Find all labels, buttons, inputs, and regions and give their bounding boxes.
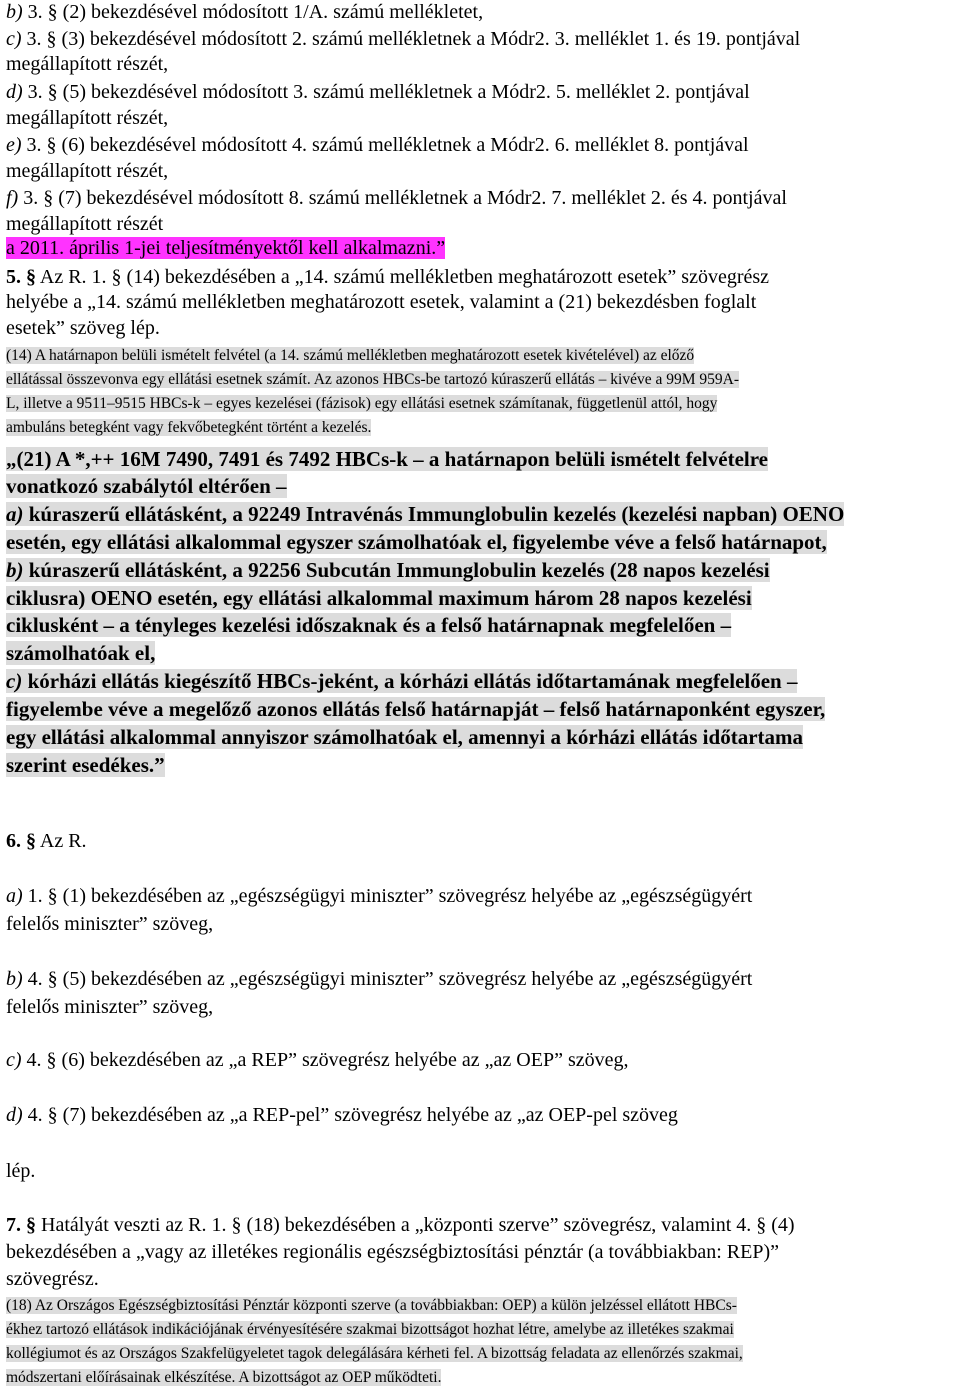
- text-run: kollégiumot és az Országos Szakfelügyeletet tagok delegálására kérheti fel. A bizottság feladata az ellenőrzés szakmai,: [6, 1345, 743, 1362]
- text-line: [6, 290, 756, 314]
- text-run: d): [6, 1104, 23, 1126]
- text-run: 1. § (1) bekezdésében az „egészségügyi miniszter” szövegrész helyébe az „egészségügyért: [22, 885, 753, 907]
- text-run: bekezdésében a „vagy az illetékes regionális egészségbiztosítási pénztár (a továbbiakban: REP)”: [6, 1241, 780, 1263]
- text-line: [6, 473, 287, 499]
- text-line: [6, 612, 731, 638]
- text-run: 7. §: [6, 1214, 36, 1236]
- text-run: figyelembe véve a megelőző azonos ellátás felső határnapját – felső határnaponként egyszer,: [6, 697, 826, 721]
- text-line: [6, 884, 752, 908]
- text-line: [6, 995, 213, 1019]
- text-line: [6, 159, 168, 183]
- text-line: [6, 106, 168, 130]
- text-line: [6, 1048, 628, 1072]
- text-line: [6, 446, 768, 472]
- text-run: b): [6, 968, 23, 990]
- text-line: [6, 1295, 737, 1316]
- text-line: [6, 1159, 35, 1183]
- text-line: [6, 829, 87, 853]
- text-line: [6, 393, 717, 414]
- text-run: b): [6, 558, 24, 582]
- highlight-gray: [6, 725, 803, 749]
- text-run: 3. § (7) bekezdésével módosított 8. számú mellékletnek a Módr2. 7. melléklet 2. és 4. pontjával: [18, 187, 787, 209]
- text-run: (18) Az Országos Egészségbiztosítási Pénztár központi szerve (a továbbiakban: OEP) a külön jelzéssel ellátott HBCs-: [6, 1297, 737, 1314]
- text-line: [6, 1103, 678, 1127]
- text-line: [6, 1267, 99, 1291]
- text-line: [6, 501, 844, 527]
- highlight-gray: [6, 1297, 737, 1314]
- text-line: [6, 186, 787, 210]
- text-line: [6, 1319, 734, 1340]
- text-line: [6, 236, 445, 260]
- text-run: Az R.: [36, 830, 87, 852]
- highlight-gray: [6, 753, 165, 777]
- text-line: [6, 265, 769, 289]
- text-line: [6, 345, 694, 366]
- highlight-gray: [6, 669, 797, 693]
- text-run: megállapított részét,: [6, 160, 169, 182]
- highlight-gray: [6, 347, 694, 364]
- text-run: szerint esedékes.”: [6, 753, 165, 777]
- text-run: 3. § (2) bekezdésével módosított 1/A. számú mellékletet,: [22, 1, 484, 23]
- text-run: 6. §: [6, 830, 36, 852]
- text-line: [6, 529, 827, 555]
- text-run: felelős miniszter” szöveg,: [6, 913, 214, 935]
- text-run: ellátással összevonva egy ellátási esetnek számít. Az azonos HBCs-be tartozó kúraszerű ellátás – kivéve a 99M 959A-: [6, 371, 740, 388]
- text-line: [6, 369, 739, 390]
- text-run: a 2011. április 1-jei teljesítményektől kell alkalmazni.”: [6, 237, 446, 259]
- text-run: „(21) A *,++ 16M 7490, 7491 és 7492 HBCs-k – a határnapon belüli ismételt felvételre: [6, 447, 768, 471]
- text-line: [6, 80, 750, 104]
- text-run: b): [6, 1, 23, 23]
- text-run: 4. § (5) bekezdésében az „egészségügyi miniszter” szövegrész helyébe az „egészségügyért: [22, 968, 753, 990]
- text-line: [6, 640, 155, 666]
- text-run: helyébe a „14. számú mellékletben meghatározott esetek, valamint a (21) bekezdésben foglalt: [6, 291, 757, 313]
- text-run: c): [6, 669, 23, 693]
- text-line: [6, 52, 168, 76]
- highlight-gray: [6, 371, 739, 388]
- text-run: esetek” szöveg lép.: [6, 317, 160, 339]
- text-run: (14) A határnapon belüli ismételt felvétel (a 14. számú mellékletben meghatározott esetek kivételével) az előző: [6, 347, 695, 364]
- text-line: [6, 967, 752, 991]
- text-run: kúraszerű ellátásként, a 92249 Intravénás Immunglobulin kezelés (kezelési napban) OENO: [23, 502, 845, 526]
- text-line: [6, 1343, 743, 1364]
- text-run: c): [6, 28, 22, 50]
- text-run: kórházi ellátás kiegészítő HBCs-jeként, a kórházi ellátás időtartamának megfelelően –: [22, 669, 798, 693]
- text-run: a): [6, 885, 23, 907]
- text-run: 4. § (7) bekezdésében az „a REP-pel” szövegrész helyébe az „az OEP-pel szöveg: [22, 1104, 678, 1126]
- highlight-gray: [6, 419, 371, 436]
- text-run: módszertani előírásainak elkészítése. A bizottságot az OEP működteti.: [6, 1369, 442, 1386]
- text-run: 3. § (6) bekezdésével módosított 4. számú mellékletnek a Módr2. 6. melléklet 8. pontjával: [21, 134, 749, 156]
- text-run: számolhatóak el,: [6, 641, 156, 665]
- text-run: megállapított részét,: [6, 53, 169, 75]
- highlight-gray: [6, 586, 752, 610]
- highlight-gray: [6, 697, 825, 721]
- text-run: f): [6, 187, 19, 209]
- text-run: L, illetve a 9511–9515 HBCs-k – egyes kezelései (fázisok) egy ellátási esetnek számítanak, függetlenül attól, hogy: [6, 395, 718, 412]
- text-run: szövegrész.: [6, 1268, 99, 1290]
- text-line: [6, 316, 160, 340]
- text-line: [6, 417, 371, 438]
- text-run: 3. § (3) bekezdésével módosított 2. számú mellékletnek a Módr2. 3. melléklet 1. és 19. pontjával: [21, 28, 801, 50]
- highlight-gray: [6, 1321, 734, 1338]
- text-line: [6, 1240, 779, 1264]
- text-run: ciklusra) OENO esetén, egy ellátási alkalommal maximum három 28 napos kezelési: [6, 586, 752, 610]
- text-line: [6, 212, 163, 236]
- text-run: c): [6, 1049, 22, 1071]
- text-line: [6, 912, 213, 936]
- highlight-gray: [6, 395, 717, 412]
- text-run: Hatályát veszti az R. 1. § (18) bekezdésében a „központi szerve” szövegrész, valamint 4. § (4): [36, 1214, 795, 1236]
- text-run: kúraszerű ellátásként, a 92256 Subcután Immunglobulin kezelés (28 napos kezelési: [23, 558, 770, 582]
- text-line: [6, 557, 770, 583]
- text-run: ékhez tartozó ellátások indikációjának érvényesítésére szakmai bizottságot hozhat létre, amelybe az illetékes szakmai: [6, 1321, 734, 1338]
- text-run: megállapított részét: [6, 213, 164, 235]
- text-run: megállapított részét,: [6, 107, 169, 129]
- text-run: e): [6, 134, 22, 156]
- text-run: egy ellátási alkalommal annyiszor számolhatóak el, amennyi a kórházi ellátás időtartama: [6, 725, 803, 749]
- highlight-gray: [6, 641, 155, 665]
- text-run: a): [6, 502, 24, 526]
- text-run: 4. § (6) bekezdésében az „a REP” szövegrész helyébe az „az OEP” szöveg,: [21, 1049, 629, 1071]
- text-run: ciklusként – a tényleges kezelési időszaknak és a felső határnapnak megfelelően –: [6, 613, 732, 637]
- text-line: [6, 1213, 795, 1237]
- text-run: Az R. 1. § (14) bekezdésében a „14. számú mellékletben meghatározott esetek” szövegrész: [36, 266, 770, 288]
- highlight-gray: [6, 530, 827, 554]
- highlight-magenta: [6, 237, 445, 259]
- text-line: [6, 585, 752, 611]
- highlight-gray: [6, 1345, 743, 1362]
- text-line: [6, 668, 797, 694]
- text-run: d): [6, 81, 23, 103]
- text-line: [6, 1367, 441, 1388]
- highlight-gray: [6, 447, 768, 471]
- text-run: ambuláns betegként vagy fekvőbetegként történt a kezelés.: [6, 419, 372, 436]
- text-line: [6, 133, 749, 157]
- text-line: [6, 27, 800, 51]
- highlight-gray: [6, 558, 770, 582]
- highlight-gray: [6, 1369, 441, 1386]
- highlight-gray: [6, 502, 844, 526]
- text-line: [6, 752, 165, 778]
- highlight-gray: [6, 613, 731, 637]
- text-run: vonatkozó szabálytól eltérően –: [6, 474, 287, 498]
- text-run: 3. § (5) bekezdésével módosított 3. számú mellékletnek a Módr2. 5. melléklet 2. pontjával: [22, 81, 750, 103]
- text-run: felelős miniszter” szöveg,: [6, 996, 214, 1018]
- highlight-gray: [6, 474, 287, 498]
- text-line: [6, 0, 483, 24]
- text-run: lép.: [6, 1160, 36, 1182]
- text-run: esetén, egy ellátási alkalommal egyszer számolhatóak el, figyelembe véve a felső határnapot,: [6, 530, 827, 554]
- text-line: [6, 696, 825, 722]
- text-run: 5. §: [6, 266, 36, 288]
- text-line: [6, 724, 803, 750]
